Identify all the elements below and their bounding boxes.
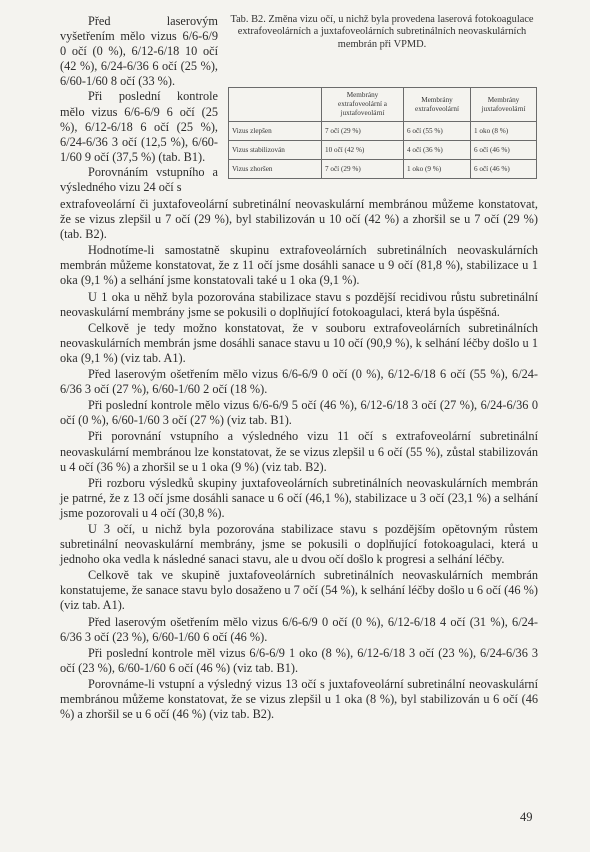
table-header-cell: Membrány extrafoveolární a juxtafoveolární — [322, 88, 404, 122]
paragraph: Při poslední kontrole mělo vizus 6/6-6/9 6 očí (25 %), 6/12-6/18 6 očí (25 %), 6/24-6/36 3 očí (12,5 %), 6/60-1/60 9 očí (37,5 %) (tab. B1). — [60, 89, 218, 164]
table-cell: 1 oko (9 %) — [404, 160, 471, 179]
table-cell: 7 očí (29 %) — [322, 160, 404, 179]
paragraph: Před laserovým vyšetřením mělo vizus 6/6-6/9 0 očí (0 %), 6/12-6/18 10 očí (42 %), 6/24-6/36 6 očí (25 %), 6/60-1/60 8 očí (33 %). — [60, 14, 218, 89]
table-cell: 4 očí (36 %) — [404, 141, 471, 160]
paragraph: Při porovnání vstupního a výsledného vizu 11 očí s extrafoveolární subretinální neovaskulární membránou lze konstatovat, že se vizus zlepšil u 6 očí (55 %), zůstal stabilizován u 4 očí (36 %) a zhoršil se u 1 oka (9 %) (viz tab. B2). — [60, 429, 538, 474]
table-cell: Vizus stabilizován — [229, 141, 322, 160]
paragraph: Před laserovým ošetřením mělo vizus 6/6-6/9 0 očí (0 %), 6/12-6/18 4 očí (31 %), 6/24-6/36 3 očí (23 %), 6/60-1/60 6 očí (46 %). — [60, 614, 538, 644]
paragraph: Před laserovým ošetřením mělo vizus 6/6-6/9 0 očí (0 %), 6/12-6/18 6 očí (55 %), 6/24-6/36 3 očí (27 %), 6/60-1/60 2 očí (18 %). — [60, 367, 538, 397]
table-cell: Vizus zhoršen — [229, 160, 322, 179]
table-cell: 6 očí (55 %) — [404, 122, 471, 141]
table-row — [229, 122, 537, 141]
table-cell: Vizus zlepšen — [229, 122, 322, 141]
table-caption: Tab. B2. Změna vizu očí, u nichž byla provedena laserová fotokoagulace extrafoveolárních a juxtafoveolárních subretinálních neovaskulárních membrán při VPMD. — [230, 14, 534, 50]
table-row — [229, 160, 537, 179]
paragraph: U 3 očí, u nichž byla pozorována stabilizace stavu s pozdějším opětovným růstem subretinální neovaskulární membrány, jsme se pokusili o doplňující fotokoagulaci, která u jednoho oka vedla k následné sanaci stavu, ale u dvou očí došlo k progresi a selhání léčby. — [60, 521, 538, 567]
table-cell: 6 očí (46 %) — [471, 160, 537, 179]
paragraph: Při poslední kontrole mělo vizus 6/6-6/9 5 očí (46 %), 6/12-6/18 3 očí (27 %), 6/24-6/36 0 očí (0 %), 6/60-1/60 3 očí (27 %) (viz tab. B1). — [60, 398, 538, 428]
table-cell: 7 očí (29 %) — [322, 122, 404, 141]
paragraph: Celkově tak ve skupině juxtafoveolárních subretinálních neovaskulárních membrán konstatujeme, že sanace stavu bylo dosaženo u 7 očí (54 %), k selhání léčby došlo u 6 očí (46 %) (viz tab. A1). — [60, 568, 538, 613]
paragraph: Při rozboru výsledků skupiny juxtafoveolárních subretinálních neovaskulárních membrán je patrné, že z 13 očí jsme dosáhli sanace u 6 očí (46,1 %), stabilizace u 3 očí (23,1 %) a selhání jsme pozorovali u 4 očí (30,8 %). — [60, 475, 538, 520]
left-column — [60, 14, 218, 195]
table-cell: 6 očí (46 %) — [471, 141, 537, 160]
paragraph: Porovnáním vstupního a výsledného vizu 24 očí s — [60, 164, 218, 195]
full-width-text — [60, 197, 538, 722]
paragraph: Hodnotíme-li samostatně skupinu extrafoveolárních subretinálních neovaskulárních membrán můžeme konstatovat, že z 11 očí jsme dosáhli sanace u 9 očí (81,8 %), stabilizace u 1 oka (9,1 %) a selhání jsme konstatovali také u 1 oka (9,1 %). — [60, 243, 538, 288]
paragraph: Porovnáme-li vstupní a výsledný vizus 13 očí s juxtafoveolární subretinální neovaskulární membránou můžeme konstatovat, že se vizus zlepšil u 1 oka (8 %), byl stabilizován u 6 očí (46 %) a zhoršil se u 6 očí (46 %) (viz tab. B2). — [60, 676, 538, 722]
table-header-row — [229, 88, 537, 122]
table-header-cell — [229, 88, 322, 122]
table-row — [229, 141, 537, 160]
page-number: 49 — [520, 810, 533, 824]
paragraph: Při poslední kontrole měl vizus 6/6-6/9 1 oko (8 %), 6/12-6/18 3 očí (23 %), 6/24-6/36 3 očí (23 %), 6/60-1/60 6 očí (46 %) (viz tab. B1). — [60, 645, 538, 675]
table-header-cell: Membrány juxtafoveolární — [471, 88, 537, 122]
table-header-cell: Membrány extrafoveolární — [404, 88, 471, 122]
table-cell: 1 oko (8 %) — [471, 122, 537, 141]
paragraph: Celkově je tedy možno konstatovat, že v souboru extrafoveolárních subretinálních neovaskulárních membrán jsme dosáhli sanace stavu u 10 očí (90,9 %), k selhání léčby došlo u 1 oka (9,1 %) (viz tab. A1). — [60, 320, 538, 365]
table-cell: 10 očí (42 %) — [322, 141, 404, 160]
paragraph: extrafoveolární či juxtafoveolární subretinální neovaskulární membránou můžeme konstatovat, že se vizus zlepšil u 7 očí (29 %), byl stabilizován u 10 očí (42 %) a zhoršil se u 7 očí (29 %) (tab. B2). — [60, 197, 538, 242]
table-b2 — [228, 87, 536, 179]
paragraph: U 1 oka u něhž byla pozorována stabilizace stavu s pozdější recidivou růstu subretinální neovaskulární membrány jsme se pokusili o doplňující fotokoagulaci, která byla úspěšná. — [60, 289, 538, 319]
data-table — [228, 87, 537, 179]
